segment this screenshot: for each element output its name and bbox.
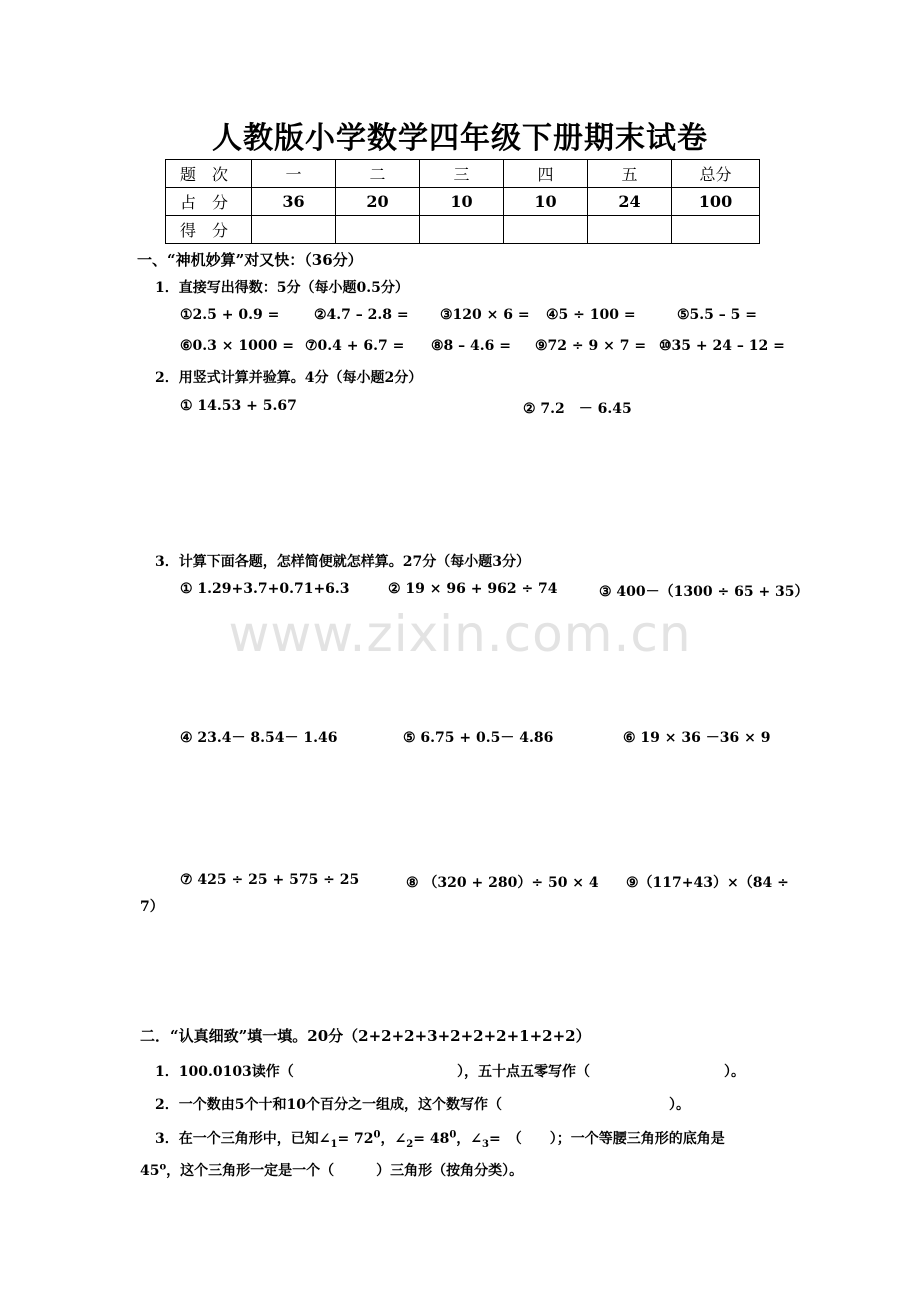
q1-item: ①2.5 + 0.9 = bbox=[180, 307, 280, 323]
q3-item: ⑧ （320 + 280）÷ 50 × 4 bbox=[406, 875, 599, 891]
score-table-scored-row bbox=[166, 216, 760, 244]
q3-item-wrap: 7） bbox=[140, 899, 164, 915]
q1-item: ⑨72 ÷ 9 × 7 = bbox=[535, 338, 647, 354]
score-table-cell: 20 bbox=[336, 188, 420, 216]
q3-item: ⑨（117+43）×（84 ÷ bbox=[626, 875, 789, 891]
s2-q1-part: 1．100.0103读作（ bbox=[155, 1064, 294, 1080]
score-input-cell[interactable] bbox=[420, 216, 504, 244]
score-table-cell: 总分 bbox=[672, 160, 760, 188]
q3-item: ③ 400－（1300 ÷ 65 + 35） bbox=[599, 584, 809, 600]
score-table-cell: 24 bbox=[588, 188, 672, 216]
score-table-cell: 10 bbox=[504, 188, 588, 216]
q1-item: ⑩35 + 24 – 12 = bbox=[659, 338, 785, 354]
s2-q2-part: ）。 bbox=[669, 1097, 690, 1113]
page-title: 人教版小学数学四年级下册期末试卷 bbox=[212, 121, 708, 156]
score-table-cell: 占 分 bbox=[166, 188, 252, 216]
q1-item: ⑦0.4 + 6.7 = bbox=[305, 338, 405, 354]
q3-title: 3．计算下面各题，怎样简便就怎样算。27分（每小题3分） bbox=[155, 554, 530, 570]
q3-item: ④ 23.4－ 8.54－ 1.46 bbox=[180, 730, 338, 746]
score-table-cell: 得 分 bbox=[166, 216, 252, 244]
s2-q1-part: ），五十点五零写作（ bbox=[457, 1064, 590, 1080]
q1-item: ⑤5.5 – 5 = bbox=[677, 307, 758, 323]
q1-item: ④5 ÷ 100 = bbox=[546, 307, 636, 323]
q2-item: ① 14.53 + 5.67 bbox=[180, 398, 297, 414]
score-table-cell: 三 bbox=[420, 160, 504, 188]
score-table-cell: 36 bbox=[252, 188, 336, 216]
score-table bbox=[165, 159, 760, 244]
q3-item: ⑦ 425 ÷ 25 + 575 ÷ 25 bbox=[180, 872, 360, 888]
q3-item: ① 1.29+3.7+0.71+6.3 bbox=[180, 581, 350, 597]
score-input-cell[interactable] bbox=[252, 216, 336, 244]
score-table-points-row bbox=[166, 188, 760, 216]
q1-item: ⑥0.3 × 1000 = bbox=[180, 338, 294, 354]
score-table-cell: 五 bbox=[588, 160, 672, 188]
score-table-cell: 二 bbox=[336, 160, 420, 188]
section2-heading: 二．“认真细致”填一填。20分（2+2+2+3+2+2+2+1+2+2） bbox=[140, 1027, 591, 1045]
score-table-cell: 一 bbox=[252, 160, 336, 188]
q1-item: ②4.7 – 2.8 = bbox=[314, 307, 409, 323]
score-input-cell[interactable] bbox=[336, 216, 420, 244]
score-table-cell: 100 bbox=[672, 188, 760, 216]
q1-item: ⑧8 – 4.6 = bbox=[431, 338, 512, 354]
score-table-cell: 题 次 bbox=[166, 160, 252, 188]
score-input-cell[interactable] bbox=[672, 216, 760, 244]
s2-q3-line2: 45$^o$，这个三角形一定是一个（ ）三角形（按角分类）。 bbox=[140, 1161, 524, 1179]
q2-item: ② 7.2 － 6.45 bbox=[523, 401, 632, 417]
score-table-cell: 四 bbox=[504, 160, 588, 188]
q2-title: 2．用竖式计算并验算。4分（每小题2分） bbox=[155, 370, 423, 386]
section1-heading: 一、“神机妙算”对又快：（36分） bbox=[137, 251, 363, 269]
q3-item: ② 19 × 96 + 962 ÷ 74 bbox=[388, 581, 558, 597]
q1-item: ③120 × 6 = bbox=[440, 307, 530, 323]
s2-q1-part: ）。 bbox=[724, 1064, 745, 1080]
q3-item: ⑤ 6.75 + 0.5－ 4.86 bbox=[403, 730, 554, 746]
s2-q2-part: 2．一个数由5个十和10个百分之一组成，这个数写作（ bbox=[155, 1097, 502, 1113]
score-table-cell: 10 bbox=[420, 188, 504, 216]
watermark: www.zixin.com.cn bbox=[228, 605, 692, 663]
s2-q3-line1: 3．在一个三角形中，已知$\angle_1= 72^0$，$\angle_2= 48^0$，$\angle_3=$ （ ）；一个等腰三角形的底角是 bbox=[155, 1129, 725, 1150]
q1-title: 1．直接写出得数：5分（每小题0.5分） bbox=[155, 280, 409, 296]
score-input-cell[interactable] bbox=[504, 216, 588, 244]
q3-item: ⑥ 19 × 36 －36 × 9 bbox=[623, 730, 771, 746]
score-input-cell[interactable] bbox=[588, 216, 672, 244]
score-table-header-row bbox=[166, 160, 760, 188]
